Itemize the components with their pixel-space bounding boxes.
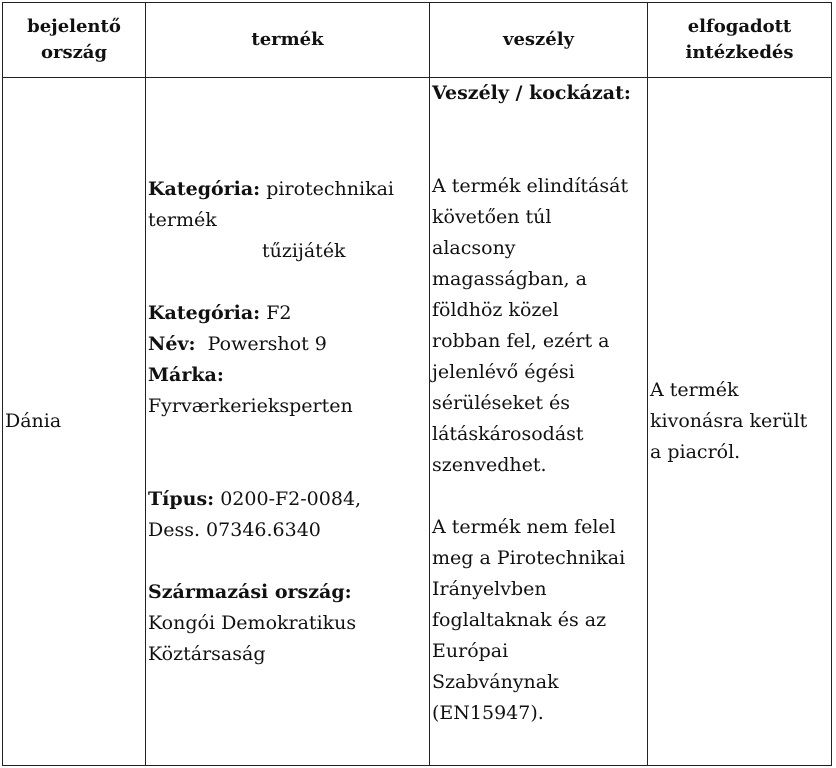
table-row [3, 78, 832, 766]
header-product: termék [146, 3, 430, 78]
header-hazard: veszély [430, 3, 648, 78]
notification-table [2, 2, 832, 766]
product-cell: Kategória: pirotechnikai termék tűzijáték Kategória: F2 Név: Powershot 9 Márka: Fyrværkerieksperten Típus: 0200-F2-0084, Dess. 07346.6340 Származási ország: Kongói Demokratikus Köztársaság [146, 78, 430, 766]
category2-line: Kategória: F2 [148, 301, 292, 324]
header-country: bejelentő ország [3, 3, 146, 78]
header-measure: elfogadott intézkedés [648, 3, 832, 78]
type-line: Típus: 0200-F2-0084, [148, 487, 362, 510]
name-line: Név: Powershot 9 [148, 332, 327, 355]
category1-line: Kategória: pirotechnikai [148, 177, 394, 200]
country-cell: Dánia [3, 78, 146, 766]
hazard-cell: Veszély / kockázat: A termék elindítását követően túl alacsony magasságban, a földhöz közel robban fel, ezért a jelenlévő égési sérüléseket és látáskárosodást szenvedhet. A termék nem felel meg a Pirotechnikai Irányelvben foglaltaknak és az Európai Szabványnak (EN15947). [430, 78, 648, 766]
measure-cell: A termék kivonásra került a piacról. [648, 78, 832, 766]
header-row [3, 3, 832, 78]
